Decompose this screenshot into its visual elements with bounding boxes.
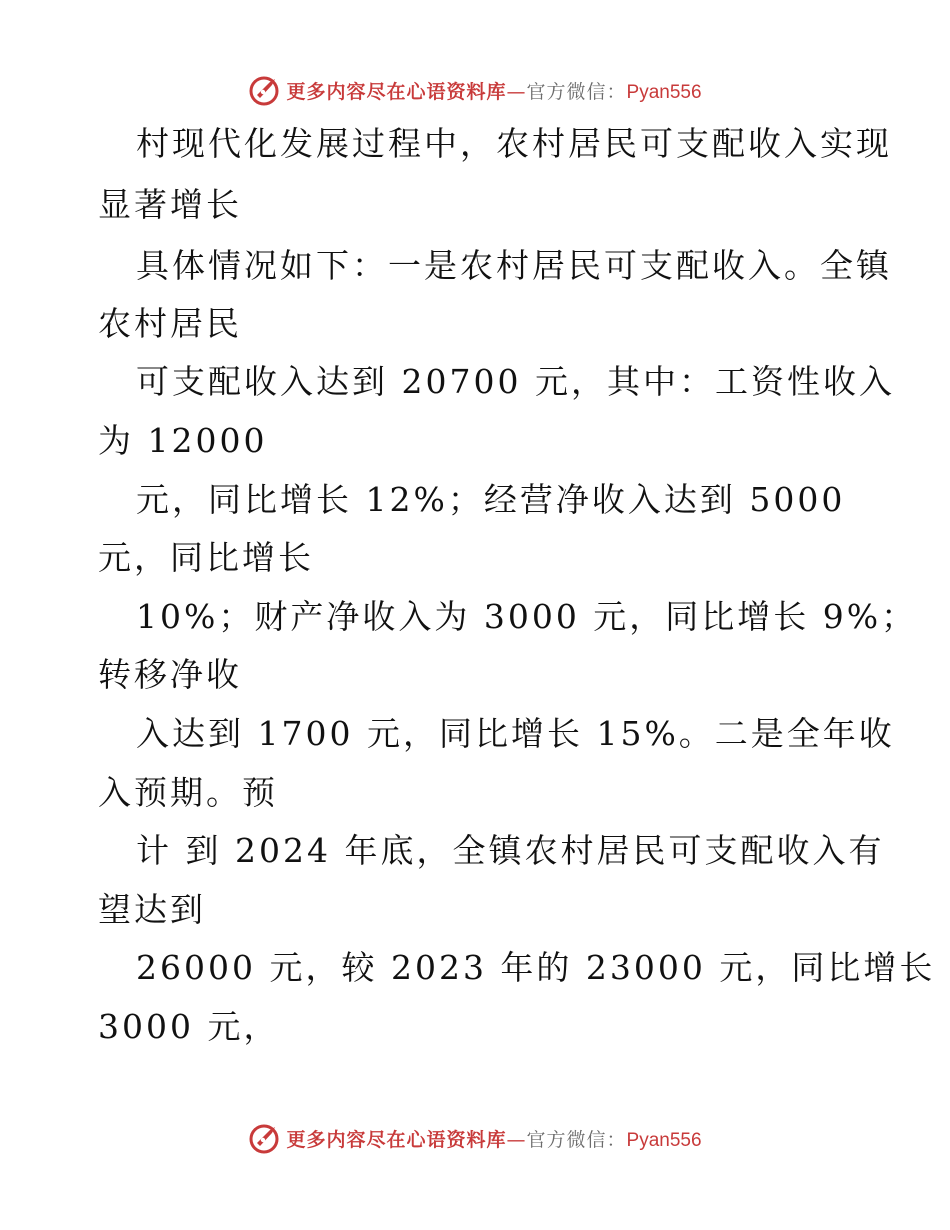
header-separator: ： (606, 80, 627, 103)
footer-separator: ： (606, 1128, 627, 1151)
text-line: 望达到 (98, 890, 206, 929)
header-dash: — (506, 80, 527, 103)
text-line: 元，同比增长 (98, 538, 314, 577)
footer-wechat-label: 官方微信 (526, 1128, 607, 1151)
footer-wechat-id: Pyan556 (626, 1129, 702, 1151)
text-line: 农村居民 (98, 304, 242, 343)
footer-banner (0, 1118, 950, 1158)
text-line: 3000 元， (98, 1007, 280, 1046)
text-line: 村现代化发展过程中，农村居民可支配收入实现 (136, 124, 892, 163)
header-wechat-label: 官方微信 (526, 80, 607, 103)
text-line: 入预期。预 (98, 773, 278, 812)
text-line: 可支配收入达到 20700 元，其中：工资性收入 (136, 362, 895, 401)
pen-nib-logo-icon (248, 73, 282, 107)
text-line: 计 到 2024 年底，全镇农村居民可支配收入有 (136, 831, 885, 870)
text-line: 为 12000 (98, 421, 268, 460)
text-line: 显著增长 (98, 185, 242, 224)
header-wechat-id: Pyan556 (626, 81, 702, 103)
text-line: 元，同比增长 12%；经营净收入达到 5000 (136, 480, 846, 519)
header-title: 更多内容尽在心语资料库 (286, 80, 507, 103)
header-banner (0, 70, 950, 110)
pen-nib-logo-icon (248, 1121, 282, 1155)
footer-text (286, 1125, 701, 1152)
text-line: 具体情况如下：一是农村居民可支配收入。全镇 (136, 246, 892, 285)
footer-dash: — (506, 1128, 527, 1151)
text-line: 10%；财产净收入为 3000 元，同比增长 9%； (136, 597, 918, 636)
text-line: 入达到 1700 元，同比增长 15%。二是全年收 (136, 714, 895, 753)
text-line: 26000 元，较 2023 年的 23000 元，同比增长 (136, 948, 936, 987)
text-line: 转移净收 (98, 655, 242, 694)
footer-title: 更多内容尽在心语资料库 (286, 1128, 507, 1151)
header-text (286, 77, 701, 104)
